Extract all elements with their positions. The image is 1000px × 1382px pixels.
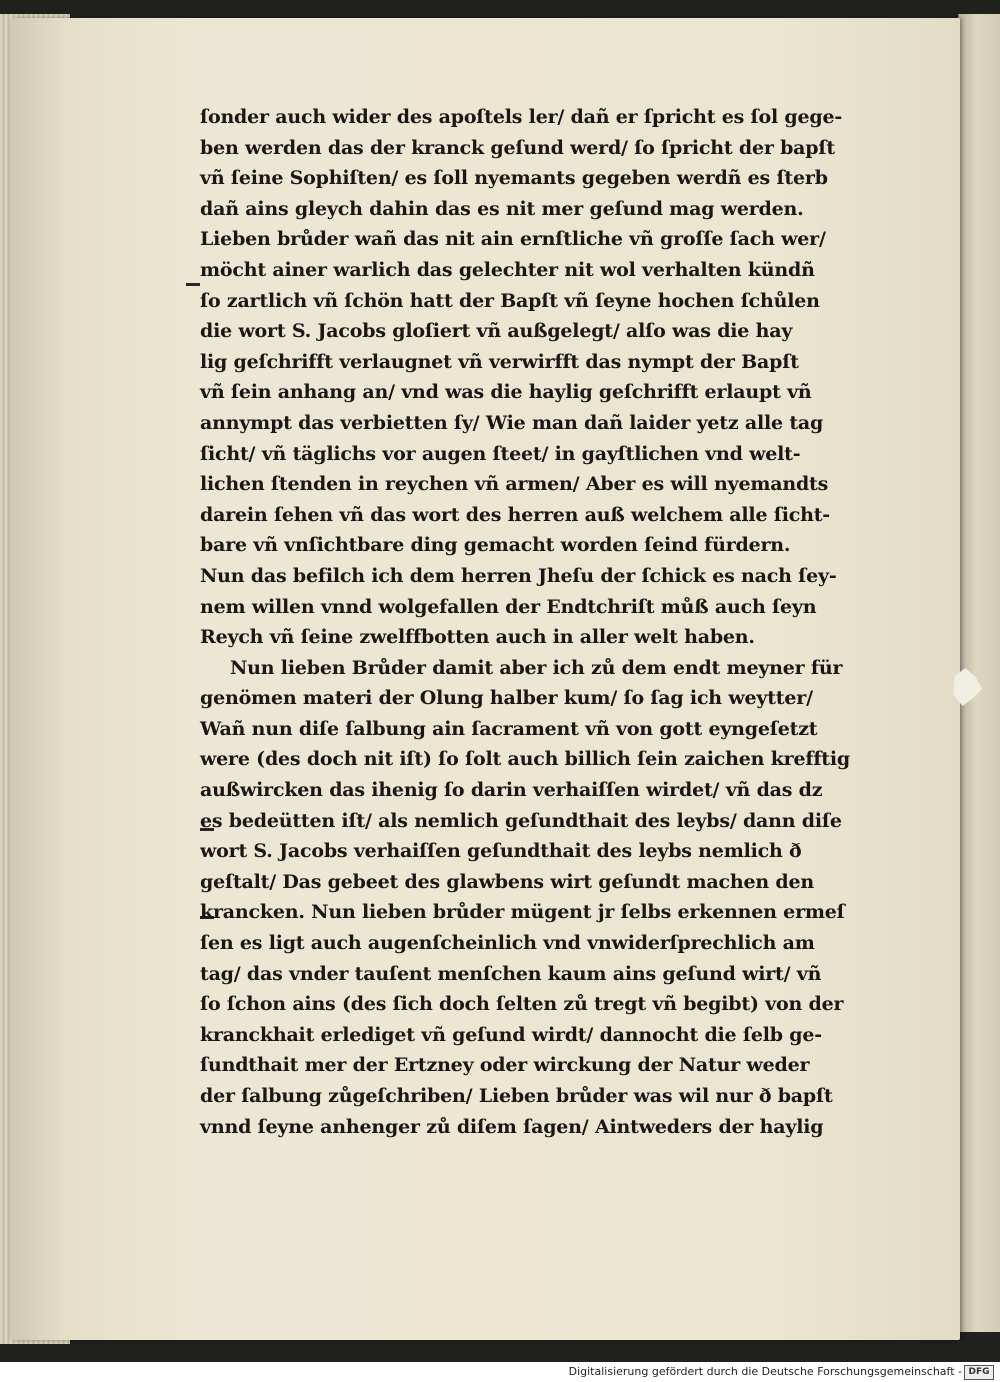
- text-line: krancken. Nun lieben brůder mügent jr ſelbs erkennen ermeſ: [200, 901, 845, 924]
- text-line: dañ ains gleych dahin das es nit mer geſund mag werden.: [200, 197, 804, 220]
- text-line: bare vñ vnſichtbare ding gemacht worden ſeind fürdern.: [200, 534, 791, 557]
- text-line: were (des doch nit iſt) ſo ſolt auch billich ſein zaichen krefftig: [200, 748, 850, 771]
- text-line: genömen materi der Olung halber kum/ ſo ſag ich weytter/: [200, 687, 813, 710]
- text-line: wort S. Jacobs verhaiſſen geſundthait des leybs nemlich ð: [200, 840, 802, 863]
- text-line: es bedeütten iſt/ als nemlich geſundthait des leybs/ dann diſe: [200, 809, 842, 832]
- text-line: vnnd ſeyne anhenger zů diſem ſagen/ Aintweders der haylig: [200, 1115, 824, 1138]
- page-text: [200, 102, 900, 1142]
- text-line: der ſalbung zůgeſchriben/ Lieben brůder was wil nur ð bapſt: [200, 1085, 833, 1107]
- text-line: darein ſehen vñ das wort des herren auß welchem alle ſicht-: [200, 503, 830, 526]
- dfg-logo: DFG: [964, 1365, 994, 1380]
- text-line: Nun lieben Brůder damit aber ich zů dem endt meyner für: [230, 656, 843, 679]
- text-line: lichen ſtenden in reychen vñ armen/ Aber es will nyemandts: [200, 473, 829, 496]
- text-line: tag/ das vnder tauſent menſchen kaum ains geſund wirt/ vñ: [200, 962, 822, 985]
- text-line: geſtalt/ Das gebeet des glawbens wirt geſundt machen den: [200, 870, 814, 893]
- text-line: kranckhait erlediget vñ geſund wirdt/ dannocht die ſelb ge-: [200, 1023, 822, 1046]
- funding-credit: Digitalisierung gefördert durch die Deutsche Forschungsgemeinschaft -: [568, 1365, 962, 1378]
- text-line: ſonder auch wider des apoſtels ler/ dañ er ſpricht es ſol gege-: [200, 106, 843, 128]
- text-line: vñ ſeine Sophiſten/ es ſoll nyemants gegeben werdñ es ſterb: [200, 167, 828, 190]
- funding-footer: [0, 1362, 1000, 1382]
- text-line: annympt das verbietten ſy/ Wie man dañ laider yetz alle tag: [200, 411, 824, 434]
- text-line: Lieben brůder wañ das nit ain ernſtliche vñ groſſe ſach wer/: [200, 228, 826, 251]
- text-line: möcht ainer warlich das gelechter nit wol verhalten kündñ: [200, 258, 815, 281]
- margin-dash: [186, 283, 200, 286]
- text-line: vñ ſein anhang an/ vnd was die haylig geſchrifft erlaupt vñ: [200, 381, 812, 404]
- text-line: ſo ſchon ains (des ſich doch ſelten zů tregt vñ begibt) von der: [200, 993, 844, 1016]
- text-line: die wort S. Jacobs gloſiert vñ außgelegt/ alſo was die hay: [200, 320, 793, 343]
- text-line: ſicht/ vñ täglichs vor augen ſteet/ in gayſtlichen vnd welt-: [200, 442, 801, 465]
- text-line: lig geſchrifft verlaugnet vñ verwirfft das nympt der Bapſt: [200, 350, 799, 373]
- text-line: ben werden das der kranck geſund werd/ ſo ſpricht der bapſt: [200, 136, 835, 159]
- text-line: ſo zartlich vñ ſchön hatt der Bapſt vñ ſeyne hochen ſchůlen: [200, 289, 820, 312]
- text-line: Reych vñ ſeine zwelffbotten auch in aller welt haben.: [200, 626, 755, 649]
- text-line: Nun das befilch ich dem herren Jheſu der ſchick es nach ſey-: [200, 564, 837, 587]
- text-line: ſen es ligt auch augenſcheinlich vnd vnwiderſprechlich am: [200, 932, 815, 955]
- text-line: ſundthait mer der Ertzney oder wirckung der Natur weder: [200, 1054, 810, 1077]
- text-line: nem willen vnnd wolgefallen der Endtchriſt můß auch ſeyn: [200, 595, 817, 618]
- text-line: Wañ nun diſe ſalbung ain ſacrament vñ von gott eyngeſetzt: [200, 717, 818, 740]
- text-line: außwircken das ihenig ſo darin verhaiſſen wirdet/ vñ das dz: [200, 779, 823, 802]
